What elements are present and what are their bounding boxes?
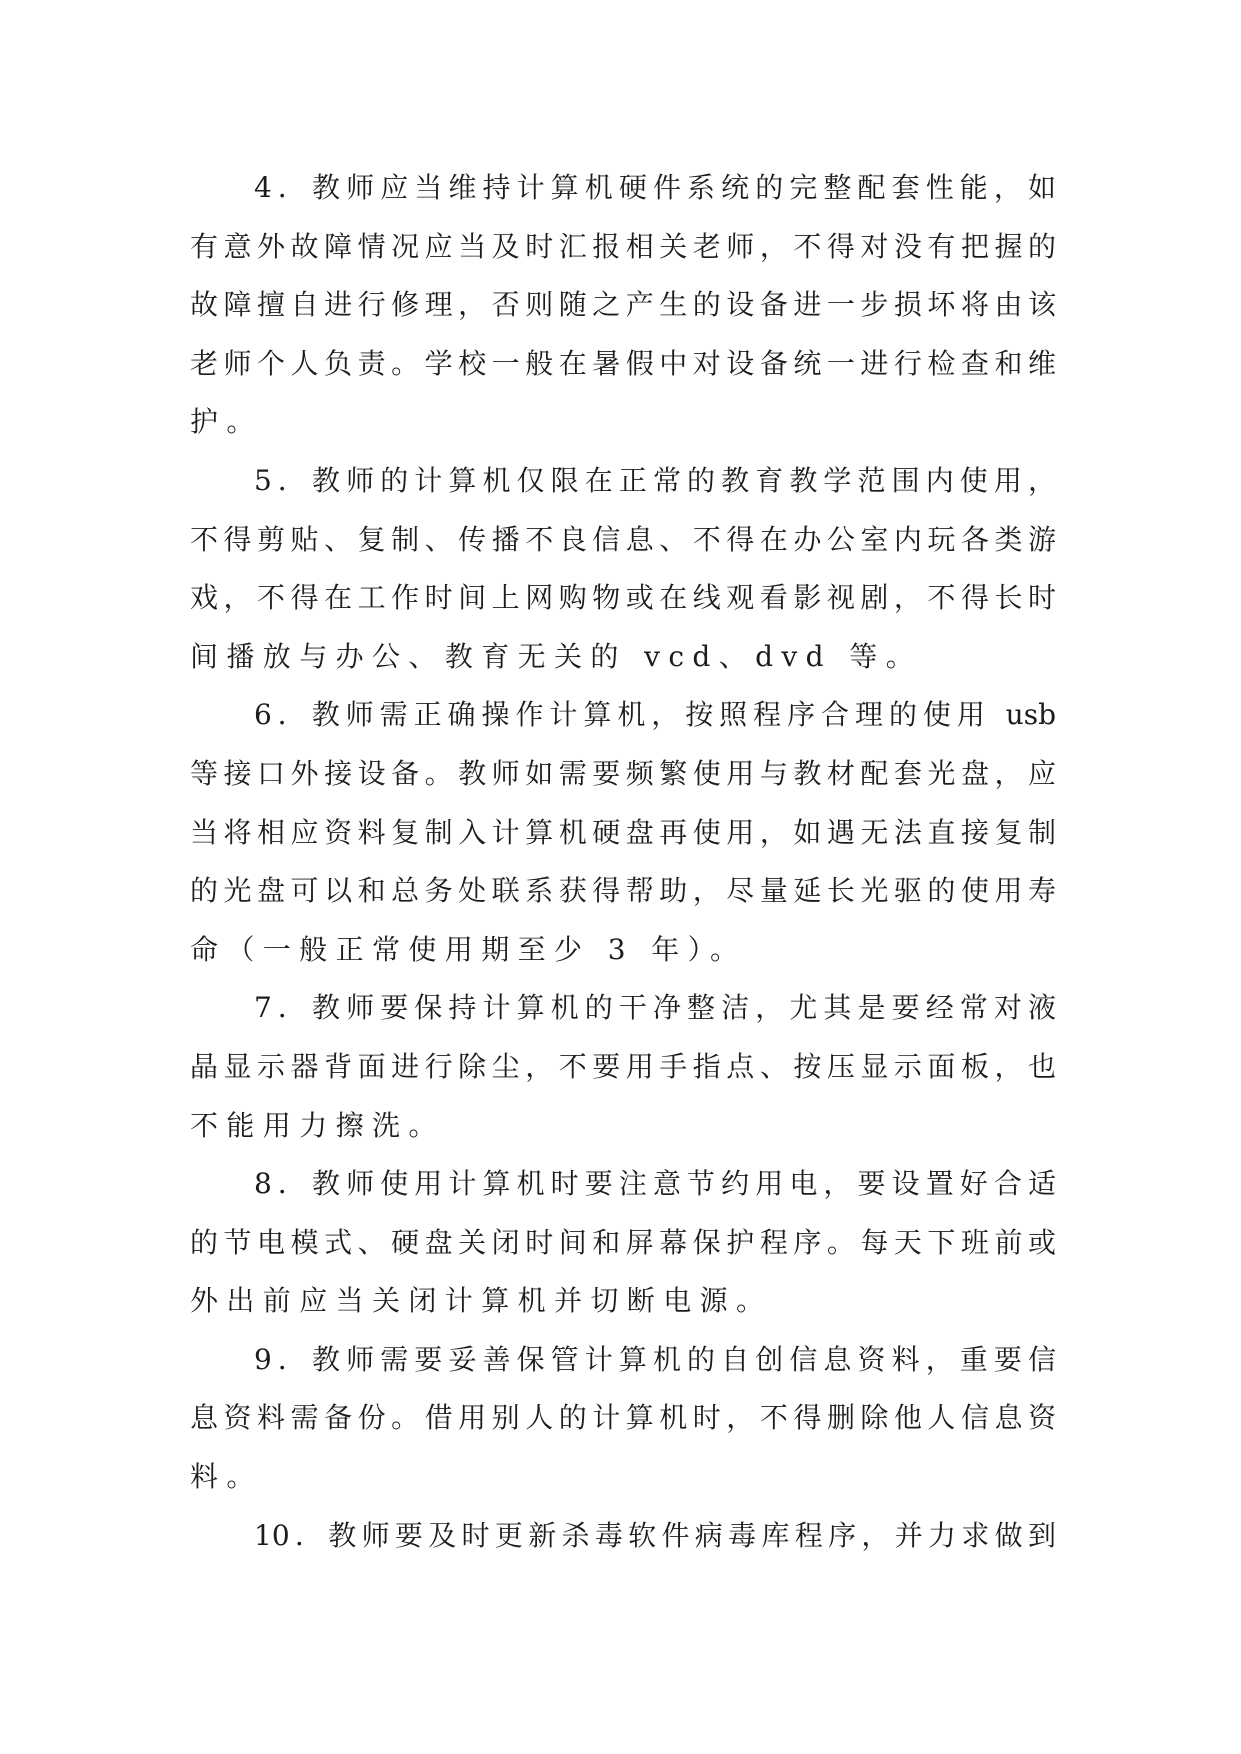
document-body: [190, 159, 1056, 1565]
paragraph-line: 故障擅自进行修理，否则随之产生的设备进一步损坏将由该: [190, 288, 1056, 322]
paragraph-line: 10．教师要及时更新杀毒软件病毒库程序，并力求做到: [254, 1518, 1056, 1552]
paragraph-line: 不能用力擦洗。: [190, 1108, 445, 1142]
paragraph-line: 的节电模式、硬盘关闭时间和屏幕保护程序。每天下班前或: [190, 1225, 1056, 1259]
paragraph-line: 当将相应资料复制入计算机硬盘再使用，如遇无法直接复制: [190, 815, 1056, 849]
rule-paragraph-5: [190, 452, 1056, 686]
paragraph-line: 等接口外接设备。教师如需要频繁使用与教材配套光盘，应: [190, 756, 1056, 790]
paragraph-line: 料。: [190, 1460, 263, 1494]
paragraph-line: 息资料需备份。借用别人的计算机时，不得删除他人信息资: [190, 1401, 1056, 1435]
paragraph-line: 老师个人负责。学校一般在暑假中对设备统一进行检查和维: [190, 346, 1056, 380]
paragraph-line: 晶显示器背面进行除尘，不要用手指点、按压显示面板，也: [190, 1049, 1056, 1083]
paragraph-line: 9．教师需要妥善保管计算机的自创信息资料，重要信: [254, 1342, 1056, 1376]
paragraph-line: 的光盘可以和总务处联系获得帮助，尽量延长光驱的使用寿: [190, 874, 1056, 908]
paragraph-line: 8．教师使用计算机时要注意节约用电，要设置好合适: [254, 1167, 1056, 1201]
paragraph-line: 戏，不得在工作时间上网购物或在线观看影视剧，不得长时: [190, 581, 1056, 615]
rule-paragraph-6: [190, 686, 1056, 979]
paragraph-line: 不得剪贴、复制、传播不良信息、不得在办公室内玩各类游: [190, 522, 1056, 556]
rule-paragraph-7: [190, 979, 1056, 1155]
paragraph-line: 5．教师的计算机仅限在正常的教育教学范围内使用，: [254, 463, 1056, 497]
rule-paragraph-8: [190, 1155, 1056, 1331]
paragraph-line: 有意外故障情况应当及时汇报相关老师，不得对没有把握的: [190, 229, 1056, 263]
paragraph-line: 4．教师应当维持计算机硬件系统的完整配套性能，如: [254, 171, 1056, 204]
paragraph-line: 间播放与办公、教育无关的 vcd、dvd 等。: [190, 639, 923, 673]
rule-paragraph-4: [190, 159, 1056, 452]
rule-paragraph-10: [190, 1507, 1056, 1566]
paragraph-line: 护。: [190, 405, 263, 439]
paragraph-line: 外出前应当关闭计算机并切断电源。: [190, 1284, 773, 1318]
paragraph-line: 7．教师要保持计算机的干净整洁，尤其是要经常对液: [254, 991, 1056, 1025]
rule-paragraph-9: [190, 1331, 1056, 1507]
paragraph-line: 6．教师需正确操作计算机，按照程序合理的使用 usb: [254, 698, 1056, 732]
paragraph-line: 命（一般正常使用期至少 3 年）。: [190, 932, 747, 966]
